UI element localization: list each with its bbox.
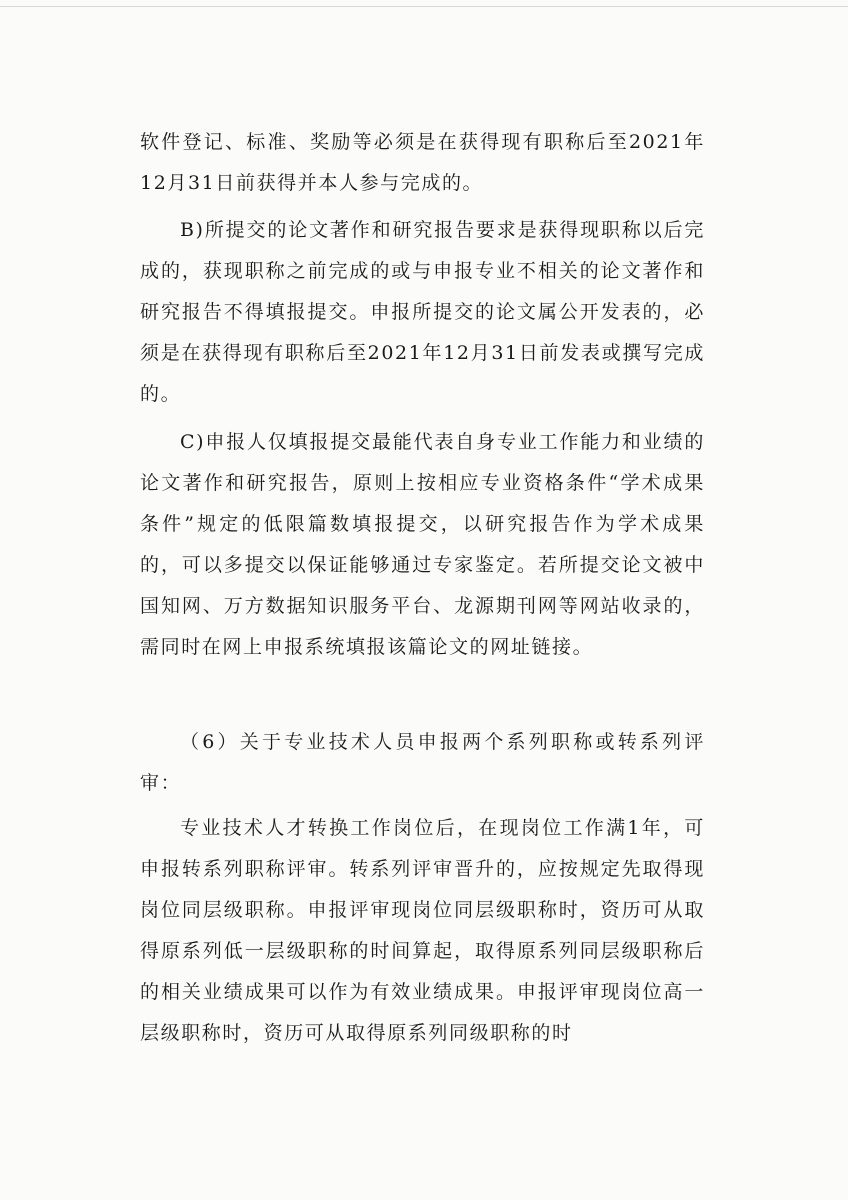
page-top-edge-line <box>0 6 848 7</box>
paragraph-item-b: B)所提交的论文著作和研究报告要求是获得现职称以后完成的，获现职称之前完成的或与申报专业不相关的论文著作和研究报告不得填报提交。申报所提交的论文属公开发表的，必须是在获得现有职称后至2021年12月31日前发表或撰写完成的。 <box>140 219 705 405</box>
paragraph-continuation: 软件登记、标准、奖励等必须是在获得现有职称后至2021年12月31日前获得并本人参与完成的。 <box>140 131 705 194</box>
section-heading-6: （6）关于专业技术人员申报两个系列职称或转系列评审： <box>140 731 705 794</box>
paragraph-item-c: C)申报人仅填报提交最能代表自身专业工作能力和业绩的论文著作和研究报告，原则上按相应专业资格条件“学术成果条件”规定的低限篇数填报提交，以研究报告作为学术成果的，可以多提交以保证能够通过专家鉴定。若所提交论文被中国知网、万方数据知识服务平台、龙源期刊网等网站收录的，需同时在网上申报系统填报该篇论文的网址链接。 <box>140 431 705 658</box>
paragraph-transfer-rules: 专业技术人才转换工作岗位后，在现岗位工作满1年，可申报转系列职称评审。转系列评审晋升的，应按规定先取得现岗位同层级职称。申报评审现岗位同层级职称时，资历可从取得原系列低一层级职称的时间算起，取得原系列同层级职称后的相关业绩成果可以作为有效业绩成果。申报评审现岗位高一层级职称时，资历可从取得原系列同级职称的时 <box>140 817 705 1044</box>
